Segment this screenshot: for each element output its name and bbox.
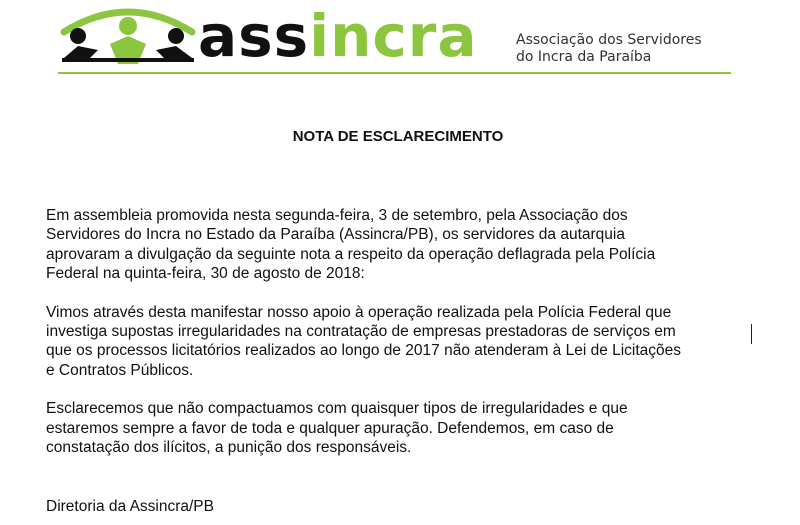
logo-subtitle-line1: Associação dos Servidores — [516, 32, 702, 48]
paragraph-line: e Contratos Públicos. — [46, 361, 194, 379]
logo-subtitle — [516, 32, 702, 66]
page-title: NOTA DE ESCLARECIMENTO — [292, 128, 504, 145]
paragraph-line: Federal na quinta-feira, 30 de agosto de 2018: — [46, 265, 365, 283]
header-divider — [58, 72, 731, 74]
paragraph-line: Servidores do Incra no Estado da Paraíba (Assincra/PB), os servidores da autarquia — [46, 226, 625, 244]
paragraph-line: que os processos licitatórios realizados ao longo de 2017 não atenderam à Lei de Licitações — [46, 342, 682, 360]
paragraph-line: aprovaram a divulgação da seguinte nota a respeito da operação deflagrada pela Polícia — [46, 245, 656, 263]
document-body — [46, 206, 746, 457]
paragraph-1 — [46, 206, 746, 284]
logo-figures-icon — [58, 6, 198, 76]
paragraph-line: Em assembleia promovida nesta segunda-feira, 3 de setembro, pela Associação dos — [46, 207, 628, 224]
text-cursor — [751, 324, 752, 344]
logo-subtitle-line2: do Incra da Paraíba — [516, 49, 652, 65]
logo-wordmark-incra: incra — [309, 2, 478, 70]
signature: Diretoria da Assincra/PB — [46, 498, 214, 515]
logo-wordmark-ass: ass — [198, 2, 310, 70]
paragraph-line: investiga supostas irregularidades na contratação de empresas prestadoras de serviços em — [46, 323, 676, 341]
paragraph-line: Vimos através desta manifestar nosso apoio à operação realizada pela Polícia Federal que — [46, 303, 672, 321]
paragraph-3 — [46, 399, 746, 457]
header — [58, 2, 738, 78]
paragraph-line: estaremos sempre a favor de toda e qualquer apuração. Defendemos, em caso de — [46, 419, 614, 437]
paragraph-line: constatação dos ilícitos, a punição dos responsáveis. — [46, 439, 412, 457]
paragraph-2 — [46, 303, 746, 381]
paragraph-line: Esclarecemos que não compactuamos com quaisquer tipos de irregularidades e que — [46, 400, 628, 418]
logo-wordmark — [198, 0, 477, 72]
